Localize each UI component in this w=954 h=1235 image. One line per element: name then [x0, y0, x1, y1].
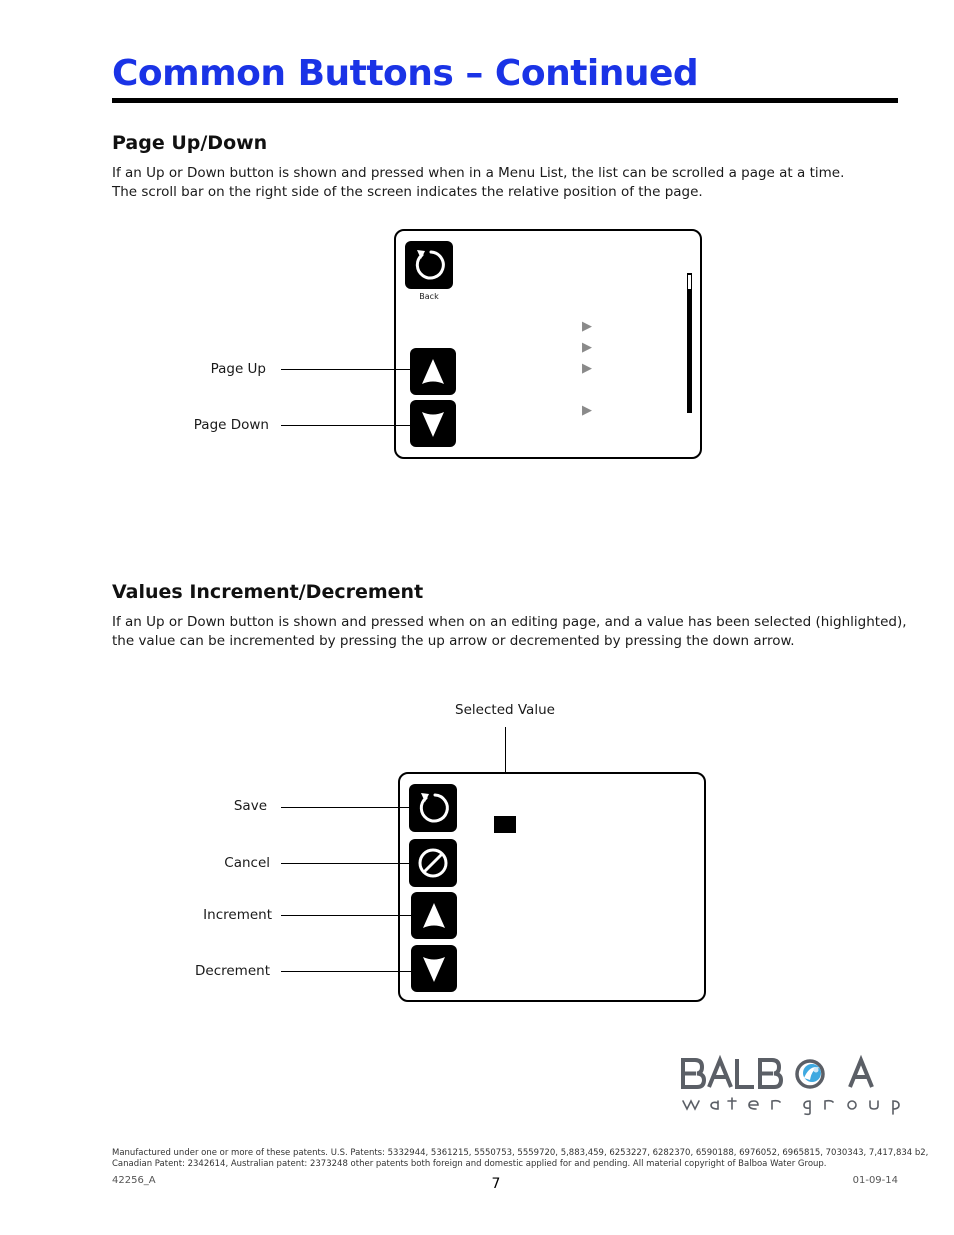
callout-save: Save: [233, 798, 267, 814]
back-icon: [411, 247, 447, 283]
up-arrow-icon: [422, 902, 446, 930]
save-icon: [415, 790, 451, 826]
section-heading-page-updown: Page Up/Down: [112, 132, 268, 154]
scroll-thumb[interactable]: [688, 275, 691, 289]
patent-text-line1: Manufactured under one or more of these patents. U.S. Patents: 5332944, 5361215, 5550753, 5559720, 5,883,459, 6253227, 6282370, 6590188, 6976052, 6965815, 7030343, 7,417,834 b2,: [112, 1148, 929, 1158]
section-heading-values: Values Increment/Decrement: [112, 581, 424, 603]
decrement-button[interactable]: [411, 945, 457, 992]
back-label: Back: [419, 292, 439, 301]
cancel-icon: [415, 845, 451, 881]
title-rule: [112, 98, 898, 103]
down-arrow-icon: [421, 410, 445, 438]
callout-page-down: Page Down: [193, 417, 269, 433]
back-button[interactable]: [405, 241, 453, 289]
list-item-arrow-2: ▶: [582, 340, 592, 355]
callout-page-up: Page Up: [210, 361, 266, 377]
callout-line-cancel: [281, 863, 409, 864]
down-arrow-icon: [422, 955, 446, 983]
scroll-bar[interactable]: [687, 273, 692, 413]
callout-line-page-up: [281, 369, 410, 370]
callout-increment: Increment: [203, 907, 272, 923]
balboa-logo: [680, 1054, 900, 1116]
selected-value[interactable]: [494, 816, 516, 833]
callout-line-decrement: [281, 971, 411, 972]
callout-cancel: Cancel: [224, 855, 270, 871]
section-values-line2: the value can be incremented by pressing the up arrow or decremented by pressing the down arrow.: [112, 633, 795, 649]
list-item-arrow-1: ▶: [582, 319, 592, 334]
page-up-button[interactable]: [410, 348, 456, 395]
callout-line-page-down: [281, 425, 410, 426]
doc-code: 42256_A: [112, 1175, 156, 1186]
increment-button[interactable]: [411, 892, 457, 939]
doc-date: 01-09-14: [852, 1175, 898, 1186]
cancel-button[interactable]: [409, 839, 457, 887]
up-arrow-icon: [421, 358, 445, 386]
callout-selected-value: Selected Value: [455, 702, 555, 718]
list-item-arrow-3: ▶: [582, 361, 592, 376]
list-item-arrow-4: ▶: [582, 403, 592, 418]
section-values-line1: If an Up or Down button is shown and pressed when on an editing page, and a value has been selected (highlighted),: [112, 614, 907, 630]
patent-text-line2: Canadian Patent: 2342614, Australian patent: 2373248 other patents both foreign and domestic applied for and pending. All material copyright of Balboa Water Group.: [112, 1159, 827, 1169]
editing-screen: [398, 772, 706, 1002]
section-text-line1: If an Up or Down button is shown and pressed when in a Menu List, the list can be scrolled a page at a time.: [112, 165, 845, 181]
section-text-line2: The scroll bar on the right side of the screen indicates the relative position of the page.: [112, 184, 703, 200]
balboa-logo-graphic: [680, 1054, 900, 1116]
menu-list-screen: [394, 229, 702, 459]
callout-decrement: Decrement: [195, 963, 270, 979]
page-down-button[interactable]: [410, 400, 456, 447]
page-title: Common Buttons – Continued: [112, 53, 699, 94]
callout-line-increment: [281, 915, 411, 916]
callout-line-save: [281, 807, 409, 808]
save-button[interactable]: [409, 784, 457, 832]
page-number: 7: [491, 1176, 501, 1192]
